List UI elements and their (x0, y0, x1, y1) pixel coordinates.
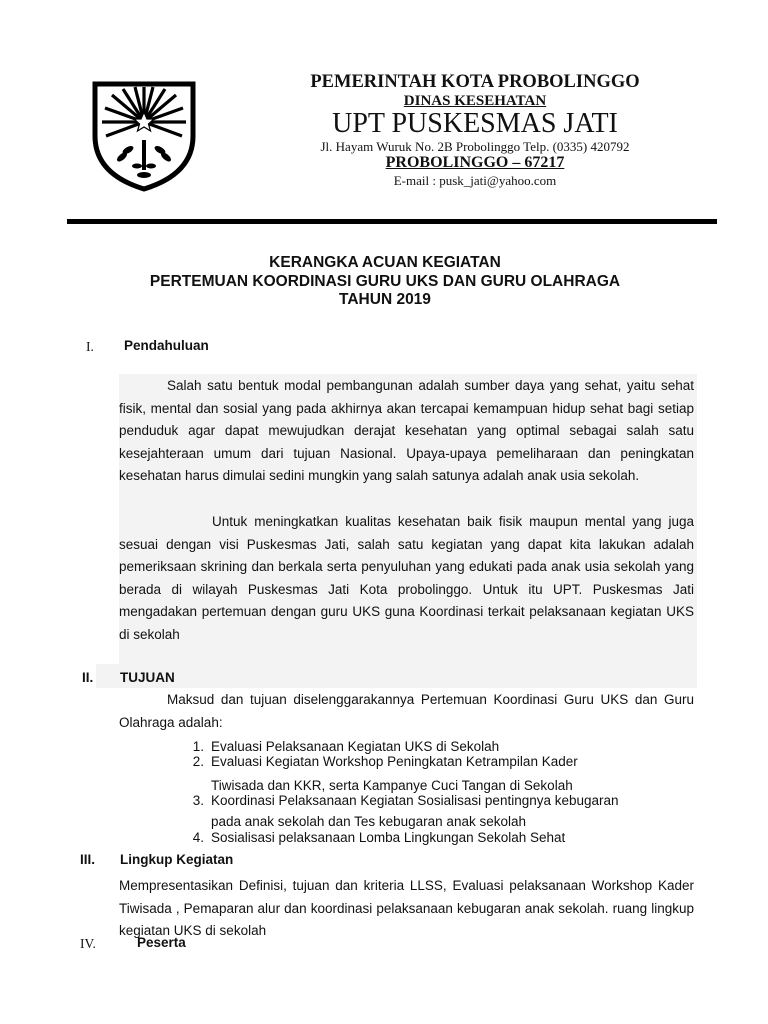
email-line: E-mail : pusk_jati@yahoo.com (393, 173, 557, 188)
list-item-text: Evaluasi Pelaksanaan Kegiatan UKS di Sekolah (211, 739, 500, 754)
city-emblem-logo (92, 78, 196, 192)
list-item-number: 2. (192, 754, 204, 769)
address-line: Jl. Hayam Wuruk No. 2B Probolinggo Telp. (0335) 420792 (320, 139, 630, 154)
document-title-line-3: TAHUN 2019 (339, 291, 431, 308)
list-item-number: 4. (192, 830, 204, 845)
government-name: PEMERINTAH KOTA PROBOLINGGO (310, 72, 640, 92)
section-3-number: III. (80, 852, 96, 867)
list-item-text: Koordinasi Pelaksanaan Kegiatan Sosialisasi pentingnya kebugaran (211, 793, 619, 808)
list-item-text-continued: pada anak sekolah dan Tes kebugaran anak sekolah (211, 814, 526, 829)
section-2-number: II. (82, 670, 94, 685)
scope-paragraph: Mempresentasikan Definisi, tujuan dan kriteria LLSS, Evaluasi pelaksanaan Workshop Kader Tiwisada , Pemaparan alur dan koordinasi pelaksanaan kebugaran anak sekolah. ruang lingkup kegiatan UKS di sekolah (119, 878, 694, 938)
department-name: DINAS KESEHATAN (403, 93, 547, 109)
section-4-number: IV. (80, 936, 96, 951)
section-1-heading: Pendahuluan (124, 338, 209, 353)
city-postal-code: PROBOLINGGO – 67217 (385, 154, 565, 171)
section-3-heading: Lingkup Kegiatan (120, 852, 234, 867)
document-title-line-1: KERANGKA ACUAN KEGIATAN (269, 254, 501, 271)
list-item-text-continued: Tiwisada dan KKR, serta Kampanye Cuci Tangan di Sekolah (211, 778, 573, 793)
list-item-text: Evaluasi Kegiatan Workshop Peningkatan Ketrampilan Kader (211, 754, 578, 769)
list-item-text: Sosialisasi pelaksanaan Lomba Lingkungan Sekolah Sehat (211, 830, 566, 845)
section-1-number: I. (86, 339, 94, 354)
letterhead-divider (67, 219, 717, 224)
intro-paragraph-2: Untuk meningkatkan kualitas kesehatan baik fisik maupun mental yang juga sesuai dengan visi Puskesmas Jati, salah satu kegiatan yang dapat kita lakukan adalah pemeriksaan skrining dan berkala serta penyuluhan yang edukati pada anak usia sekolah yang berada di wilayah Puskesmas Jati Kota probolinggo. Untuk itu UPT. Puskesmas Jati mengadakan pertemuan dengan guru UKS guna Koordinasi terkait pelaksanaan kegiatan UKS di sekolah (119, 514, 694, 642)
institution-name: UPT PUSKESMAS JATI (332, 108, 618, 139)
section-2-heading: TUJUAN (120, 670, 175, 685)
objectives-intro: Maksud dan tujuan diselenggarakannya Pertemuan Koordinasi Guru UKS dan Guru Olahraga adalah: (119, 692, 694, 730)
list-item-number: 3. (192, 793, 204, 808)
document-title-line-2: PERTEMUAN KOORDINASI GURU UKS DAN GURU OLAHRAGA (149, 273, 621, 290)
list-item-number: 1. (192, 739, 204, 754)
section-4-heading: Peserta (137, 935, 186, 950)
intro-paragraph-1: Salah satu bentuk modal pembangunan adalah sumber daya yang sehat, yaitu sehat fisik, mental dan sosial yang pada akhirnya akan tercapai kemampuan hidup sehat bagi setiap penduduk agar dapat mewujudkan derajat kesehatan yang optimal sebagai salah satu kesejahteraan umum dari tujuan Nasional. Upaya-upaya pemeliharaan dan peningkatan kesehatan harus dimulai sedini mungkin yang salah satunya adalah anak usia sekolah. (119, 378, 694, 484)
section-2-heading-shade (96, 664, 697, 688)
